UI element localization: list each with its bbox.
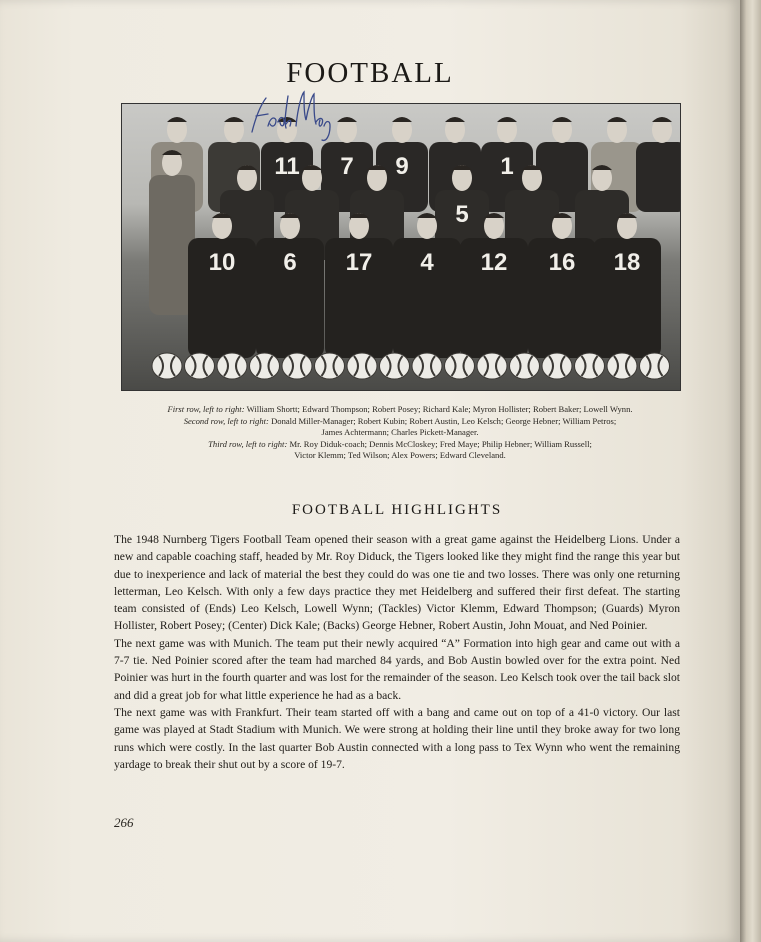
jersey-number: 16 [548, 249, 576, 276]
paragraph-3: The next game was with Frankfurt. Their team started off with a bang and came out on top of a 41-0 victory. Our last game was played at Stadt Stadium with Munich. We were strong at holding their line until they broke away for two long runs which were costly. In the last quarter Bob Austin connected with a long pass to Tex Wynn who went the remaining yardage to break their shut out by a score of 19-7. [114, 705, 680, 771]
football [510, 353, 540, 379]
caption-row-2-names: Donald Miller-Manager; Robert Kubin; Robert Austin, Leo Kelsch; George Hebner; William Petros; [271, 415, 617, 426]
jersey-number: 4 [420, 249, 434, 276]
football [250, 353, 280, 379]
autograph-signature [246, 86, 336, 146]
football [640, 353, 670, 379]
page-title: FOOTBALL [286, 57, 454, 89]
football [542, 353, 572, 379]
photo-caption [110, 404, 690, 462]
caption-row-1 [110, 404, 690, 416]
jersey-number: 18 [613, 249, 641, 276]
football [575, 353, 605, 379]
jersey-number: 6 [283, 249, 297, 276]
jersey-number: 7 [340, 153, 354, 180]
football [347, 353, 377, 379]
caption-row-1-label: First row, left to right: [167, 404, 245, 414]
caption-row-3-names: Mr. Roy Diduk-coach; Dennis McCloskey; Fred Maye; Philip Hebner; William Russell; [289, 438, 592, 449]
jersey-number: 17 [345, 249, 373, 276]
page-number: 266 [114, 815, 134, 830]
football [607, 353, 637, 379]
football [315, 353, 345, 379]
caption-row-1-names: William Shortt; Edward Thompson; Robert Posey; Richard Kale; Myron Hollister; Robert Baker; Lowell Wynn. [246, 404, 633, 414]
jersey-number: 9 [395, 153, 409, 180]
book-binding-edge [740, 0, 761, 942]
highlights-heading: FOOTBALL HIGHLIGHTS [291, 502, 503, 518]
paragraph-1: The 1948 Nurnberg Tigers Football Team opened their season with a great game against the Heidelberg Lions. Under a new and capable coaching staff, headed by Mr. Roy Diduck, the Tigers looked like they might find the range this year but due to inexperience and lack of material the best they could do was one tie and two losses. There was only one returning letterman, Leo Kelsch. With only a few days practice they met Heidelberg and suffered their first defeat. The starting team consisted of (Ends) Leo Kelsch, Lowell Wynn; (Tackles) Victor Klemm, Edward Thompson; (Guards) Myron Hollister, Robert Posey; (Center) Dick Kale; (Backs) George Hebner, Robert Austin, John Mouat, and Ned Poinier. [114, 533, 680, 633]
football [217, 353, 247, 379]
jersey-number: 10 [208, 249, 236, 276]
article-body [114, 531, 680, 773]
jersey-number: 12 [480, 249, 508, 276]
football [185, 353, 215, 379]
football [380, 353, 410, 379]
caption-row-2 [110, 416, 690, 428]
team-photo [121, 103, 681, 391]
jersey-number: 5 [455, 201, 469, 228]
caption-row-2-cont: James Achtermann; Charles Pickett-Manager. [321, 427, 479, 438]
football [445, 353, 475, 379]
football [282, 353, 312, 379]
caption-row-2-label: Second row, left to right: [183, 415, 269, 426]
jersey-number: 11 [274, 153, 300, 180]
football [152, 353, 182, 379]
football [412, 353, 442, 379]
paragraph-2: The next game was with Munich. The team put their newly acquired “A” Formation into high gear and came out with a 7-7 tie. Ned Poinier scored after the team had marched 84 yards, and Bob Austin bowled over for the extra point. Ned Poinier was hurt in the fourth quarter and was lost for the remainder of the season. Leo Kelsch took over the tail back slot and did a great job for what little experience he had as a back. [114, 636, 680, 702]
football [477, 353, 507, 379]
jersey-number: 1 [500, 153, 514, 180]
caption-row-3-label: Third row, left to right: [208, 438, 288, 449]
caption-row-3-cont: Victor Klemm; Ted Wilson; Alex Powers; Edward Cleveland. [294, 450, 506, 461]
caption-row-3 [110, 439, 690, 451]
